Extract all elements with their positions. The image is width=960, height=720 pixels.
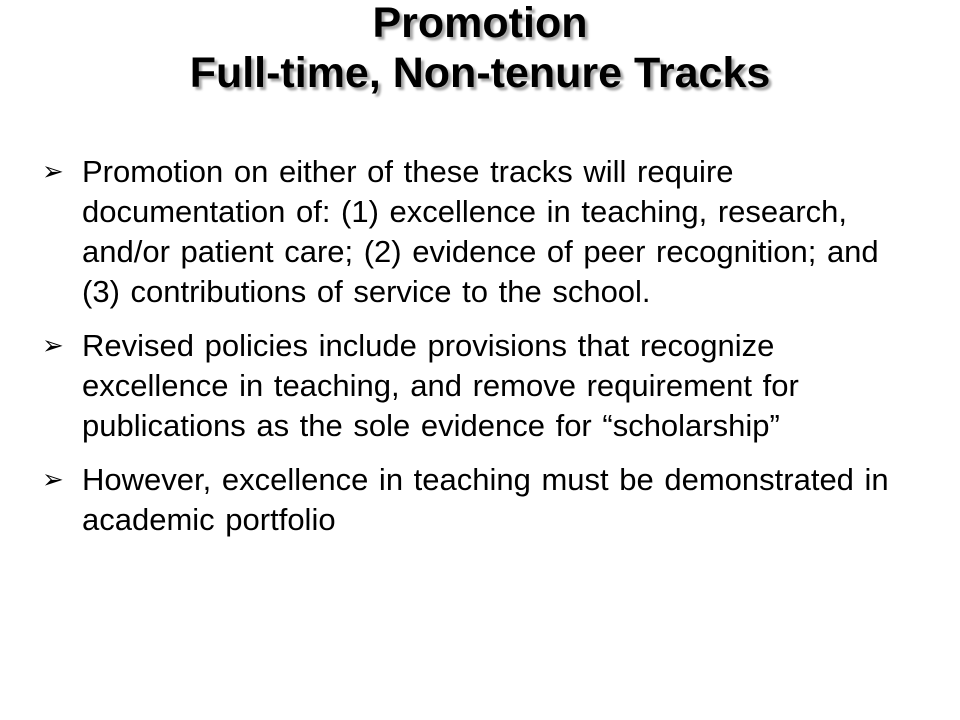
arrow-bullet-icon: ➢: [42, 157, 64, 187]
bullet-text-2: Revised policies include provisions that recognize excellence in teaching, and remove requirement for publications as the sole evidence for “scholarship”: [82, 328, 799, 443]
bullet-text-1: Promotion on either of these tracks will require documentation of: (1) excellence in teaching, research, and/or patient care; (2) evidence of peer recognition; and (3) contributions of service to the school.: [82, 154, 879, 309]
bullet-list: [42, 152, 922, 554]
bullet-item-1: [42, 152, 922, 312]
title-line-1: Promotion: [372, 0, 588, 47]
title-line-2: Full-time, Non-tenure Tracks: [189, 49, 771, 97]
bullet-text-3: However, excellence in teaching must be demonstrated in academic portfolio: [82, 462, 889, 537]
bullet-item-3: [42, 460, 922, 540]
arrow-bullet-icon: ➢: [42, 465, 64, 495]
bullet-item-2: [42, 326, 922, 446]
slide-title: [0, 0, 960, 98]
arrow-bullet-icon: ➢: [42, 331, 64, 361]
